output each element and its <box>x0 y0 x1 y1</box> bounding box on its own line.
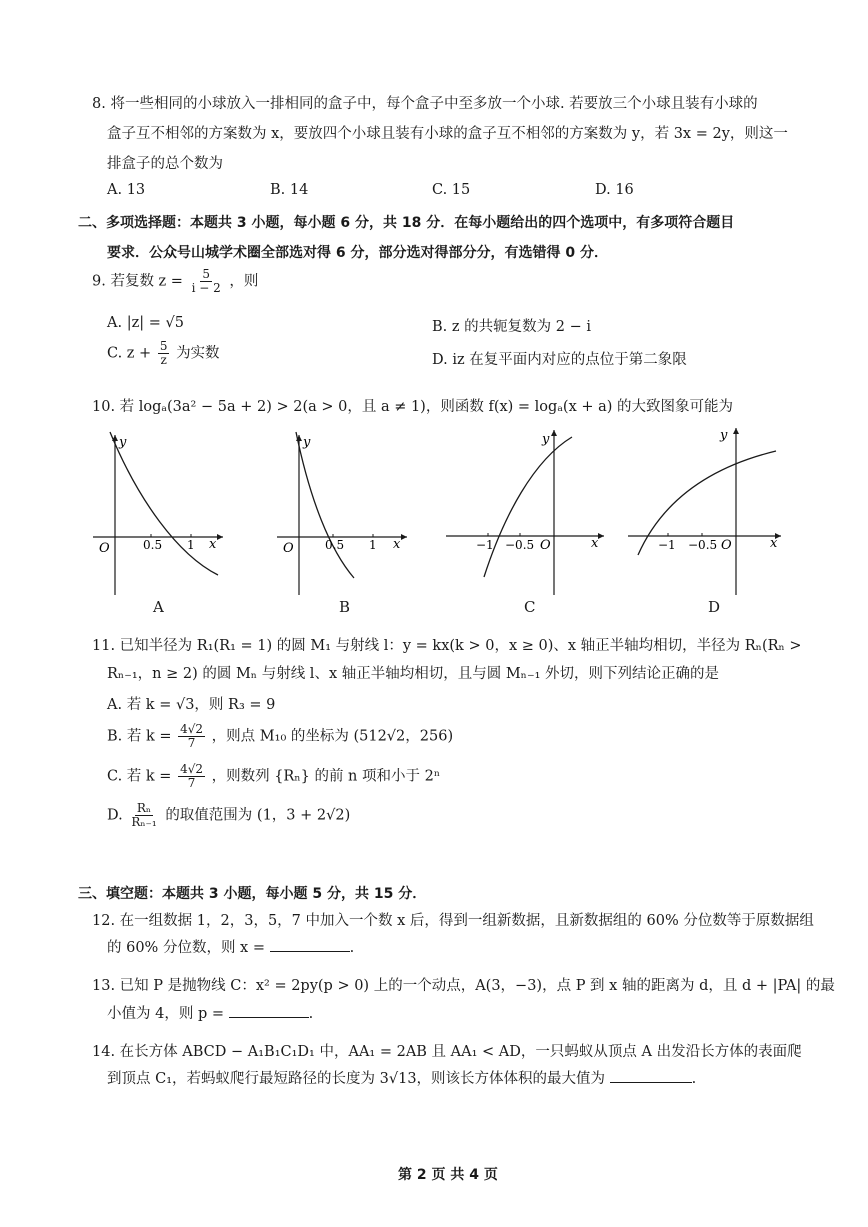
q12-answer-blank[interactable] <box>270 937 350 952</box>
page-footer: 第 2 页 共 4 页 <box>398 1167 498 1183</box>
q8-line2: 盒子互不相邻的方案数为 x，要放四个小球且装有小球的盒子互不相邻的方案数为 y，若 3x = 2y，则这一 <box>107 126 788 142</box>
graph-b-x-label: x <box>393 537 401 552</box>
graph-d-origin: O <box>721 538 732 553</box>
graph-a-tick-label-0.5: 0.5 <box>143 538 163 552</box>
graph-c-curve <box>484 437 572 577</box>
q11-option-a: A. 若 k = √3，则 R₃ = 9 <box>107 697 276 713</box>
q11-optb-fraction <box>178 723 205 750</box>
q8-option-d: D. 16 <box>595 182 634 198</box>
q11-optb-post: ，则点 M₁₀ 的坐标为 (512√2，256) <box>211 728 454 745</box>
q9-stem-pre: 9. 若复数 z = <box>92 273 183 290</box>
graph-c-tick-label-neg1: −1 <box>476 538 494 552</box>
q9-frac-num: 5 <box>202 267 210 281</box>
q12-line2 <box>107 936 354 957</box>
q11-optb-pre: B. 若 k = <box>107 728 172 745</box>
q11-optc-pre: C. 若 k = <box>107 768 172 785</box>
graph-d-y-label: y <box>720 428 728 443</box>
q13-line2 <box>107 1002 313 1023</box>
q11-optb-den: 7 <box>187 736 196 750</box>
q8-line3: 排盒子的总个数为 <box>107 156 223 172</box>
graph-d-tick-label-neg0.5: −0.5 <box>688 538 718 552</box>
q9-option-b: B. z 的共轭复数为 2 − i <box>432 319 591 335</box>
q11-optd-fraction <box>129 802 158 829</box>
q14-answer-blank[interactable] <box>610 1068 692 1083</box>
q12-line2-post: . <box>349 940 355 956</box>
graph-b-tick-label-0.5: 0.5 <box>325 538 345 552</box>
graph-d-label: D <box>708 598 721 616</box>
q9-optc-post: 为实数 <box>176 345 220 362</box>
q9-optc-num: 5 <box>159 339 168 353</box>
graph-a-y-label: y <box>119 435 127 450</box>
q11-optd-pre: D. <box>107 807 123 824</box>
q9-option-a: A. |z| = √5 <box>107 315 184 331</box>
graph-b <box>272 430 412 600</box>
graph-d-y-arrow <box>733 428 739 434</box>
graph-b-origin: O <box>283 541 294 556</box>
graph-c-y-arrow <box>551 430 557 436</box>
graph-a-origin: O <box>99 541 110 556</box>
q14-line2 <box>107 1067 696 1088</box>
graph-c <box>444 425 609 600</box>
q11-option-d <box>107 802 350 829</box>
q12-line2-pre: 的 60% 分位数，则 x = <box>107 940 265 956</box>
q8-line1: 8. 将一些相同的小球放入一排相同的盒子中，每个盒子中至多放一个小球. 若要放三个小球且装有小球的 <box>92 96 758 112</box>
graph-c-label: C <box>524 598 536 616</box>
graph-c-origin: O <box>540 538 551 553</box>
graph-b-y-label: y <box>303 435 311 450</box>
graph-c-x-arrow <box>598 533 604 539</box>
graph-a-label: A <box>153 598 164 616</box>
graph-b-curve <box>296 432 354 578</box>
graph-c-x-label: x <box>591 536 599 551</box>
q9-stem-post: ，则 <box>229 273 259 290</box>
graph-b-tick-label-1: 1 <box>369 538 377 552</box>
q11-optc-post: ，则数列 {Rₙ} 的前 n 项和小于 2ⁿ <box>211 768 441 785</box>
graph-a <box>88 430 228 600</box>
q14-line1: 14. 在长方体 ABCD − A₁B₁C₁D₁ 中，AA₁ = 2AB 且 AA₁ < AD，一只蚂蚁从顶点 A 出发沿长方体的表面爬 <box>92 1044 802 1060</box>
graph-b-label: B <box>339 598 351 616</box>
q11-optb-num: 4√2 <box>180 722 204 736</box>
q11-optc-num: 4√2 <box>180 762 203 776</box>
q11-line2: Rₙ₋₁，n ≥ 2) 的圆 Mₙ 与射线 l、x 轴正半轴均相切，且与圆 Mₙ₋₁ 外切，则下列结论正确的是 <box>107 666 720 682</box>
q11-line1: 11. 已知半径为 R₁(R₁ = 1) 的圆 M₁ 与射线 l：y = kx(k > 0，x ≥ 0)、x 轴正半轴均相切，半径为 Rₙ(Rₙ > <box>92 638 802 654</box>
graph-d-x-label: x <box>770 536 778 551</box>
graph-a-x-arrow <box>217 534 223 540</box>
q8-option-a: A. 13 <box>107 182 146 198</box>
q11-optc-fraction <box>178 763 205 790</box>
q8-option-c: C. 15 <box>432 182 471 198</box>
q9-optc-fraction <box>158 340 170 367</box>
graph-a-tick-label-1: 1 <box>187 538 195 552</box>
q10-stem: 10. 若 logₐ(3a² − 5a + 2) > 2(a > 0，且 a ≠ 1)，则函数 f(x) = logₐ(x + a) 的大致图象可能为 <box>92 399 734 415</box>
q14-line2-post: . <box>691 1071 697 1087</box>
q11-optd-num: Rₙ <box>136 801 152 815</box>
q11-option-c <box>107 763 440 790</box>
q11-optc-den: 7 <box>187 776 196 790</box>
graph-c-y-label: y <box>542 432 550 447</box>
q9-option-c <box>107 340 220 367</box>
q11-optd-post: 的取值范围为 (1，3 + 2√2) <box>165 807 351 824</box>
q9-optc-den: z <box>160 353 167 367</box>
graph-b-x-arrow <box>401 534 407 540</box>
section2-heading-line2: 要求．公众号山城学术圈全部选对得 6 分，部分选对得部分分，有选错得 0 分． <box>107 245 608 261</box>
section3-heading: 三、填空题：本题共 3 小题，每小题 5 分，共 15 分． <box>78 886 427 902</box>
graph-a-x-label: x <box>209 537 217 552</box>
q9-frac-den: i − 2 <box>191 281 221 295</box>
graph-c-tick-label-neg0.5: −0.5 <box>505 538 535 552</box>
q9-stem <box>92 268 258 295</box>
q13-line1: 13. 已知 P 是抛物线 C：x² = 2py(p > 0) 上的一个动点，A(3，−3)，点 P 到 x 轴的距离为 d，且 d + |PA| 的最 <box>92 978 835 994</box>
q11-option-b <box>107 723 453 750</box>
q9-option-d: D. iz 在复平面内对应的点位于第二象限 <box>432 352 687 368</box>
q9-optc-pre: C. z + <box>107 345 152 362</box>
q13-line2-post: . <box>308 1006 314 1022</box>
graph-d <box>626 423 786 600</box>
q12-line1: 12. 在一组数据 1，2，3，5，7 中加入一个数 x 后，得到一组新数据，且新数据组的 60% 分位数等于原数据组 <box>92 913 814 929</box>
q8-option-b: B. 14 <box>270 182 309 198</box>
graph-d-tick-label-neg1: −1 <box>658 538 676 552</box>
q9-fraction <box>190 268 223 295</box>
graph-a-curve <box>110 432 218 575</box>
q11-optd-den: Rₙ₋₁ <box>131 815 157 829</box>
q14-line2-pre: 到顶点 C₁，若蚂蚁爬行最短路径的长度为 3√13，则该长方体体积的最大值为 <box>107 1071 606 1087</box>
q13-line2-pre: 小值为 4，则 p = <box>107 1006 224 1022</box>
section2-heading-line1: 二、多项选择题：本题共 3 小题，每小题 6 分，共 18 分．在每小题给出的四个选项中，有多项符合题目 <box>78 215 735 231</box>
q13-answer-blank[interactable] <box>229 1003 309 1018</box>
